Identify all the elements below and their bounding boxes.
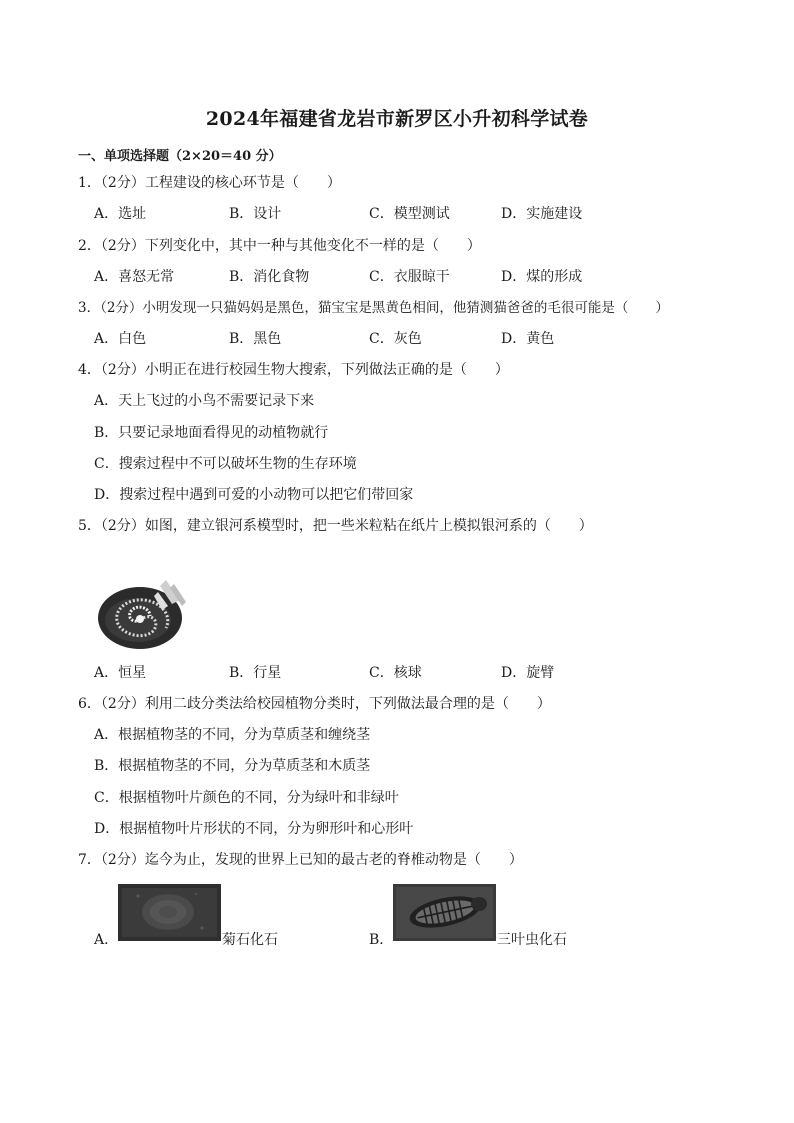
q2-option-b: B．消化食物 xyxy=(229,269,310,285)
q3-option-c: C．灰色 xyxy=(369,331,422,347)
q7-option-a: A． xyxy=(94,932,119,948)
galaxy-model-image xyxy=(96,578,188,650)
q6-option-d: D．根据植物叶片形状的不同，分为卵形叶和心形叶 xyxy=(94,821,414,837)
q1-option-c: C．模型测试 xyxy=(369,206,450,222)
question-5: 5．（2分）如图，建立银河系模型时，把一些米粒粘在纸片上模拟银河系的（ ） xyxy=(78,518,593,534)
q4-option-c: C．搜索过程中不可以破坏生物的生存环境 xyxy=(94,456,357,472)
q1-option-d: D．实施建设 xyxy=(501,206,583,222)
q7-option-b: B． xyxy=(369,932,394,948)
q3-option-b: B．黑色 xyxy=(229,331,282,347)
q6-option-b: B．根据植物茎的不同，分为草质茎和木质茎 xyxy=(94,758,371,774)
question-2: 2．（2分）下列变化中，其中一种与其他变化不一样的是（ ） xyxy=(78,238,481,254)
q1-option-a: A．选址 xyxy=(94,206,147,222)
q2-option-a: A．喜怒无常 xyxy=(94,269,175,285)
q3-option-a: A．白色 xyxy=(94,331,147,347)
question-6: 6．（2分）利用二歧分类法给校园植物分类时，下列做法最合理的是（ ） xyxy=(78,696,551,712)
q5-option-c: C．核球 xyxy=(369,665,422,681)
q5-option-a: A．恒星 xyxy=(94,665,147,681)
question-3: 3．（2分）小明发现一只猫妈妈是黑色，猫宝宝是黑黄色相间，他猜测猫爸爸的毛很可能是（ ） xyxy=(78,300,669,316)
question-7: 7．（2分）迄今为止，发现的世界上已知的最古老的脊椎动物是（ ） xyxy=(78,852,523,868)
q7-option-a-label: 菊石化石 xyxy=(222,932,278,948)
q6-option-a: A．根据植物茎的不同，分为草质茎和缠绕茎 xyxy=(94,727,371,743)
section-heading: 一、单项选择题（2×20＝40 分） xyxy=(78,149,282,164)
q5-option-d: D．旋臂 xyxy=(501,665,555,681)
q4-option-a: A．天上飞过的小鸟不需要记录下来 xyxy=(94,393,315,409)
q6-option-c: C．根据植物叶片颜色的不同，分为绿叶和非绿叶 xyxy=(94,790,399,806)
q1-option-b: B．设计 xyxy=(229,206,282,222)
q3-option-d: D．黄色 xyxy=(501,331,555,347)
q2-option-d: D．煤的形成 xyxy=(501,269,583,285)
q7-option-b-label: 三叶虫化石 xyxy=(497,932,567,948)
question-1: 1．（2分）工程建设的核心环节是（ ） xyxy=(78,175,341,191)
page-title: 2024年福建省龙岩市新罗区小升初科学试卷 xyxy=(205,108,589,130)
q4-option-d: D．搜索过程中遇到可爱的小动物可以把它们带回家 xyxy=(94,487,414,503)
q5-option-b: B．行星 xyxy=(229,665,282,681)
q2-option-c: C．衣服晾干 xyxy=(369,269,450,285)
question-4: 4．（2分）小明正在进行校园生物大搜索，下列做法正确的是（ ） xyxy=(78,362,509,378)
trilobite-fossil-image xyxy=(393,884,496,941)
q4-option-b: B．只要记录地面看得见的动植物就行 xyxy=(94,425,329,441)
ammonite-fossil-image xyxy=(118,884,221,941)
